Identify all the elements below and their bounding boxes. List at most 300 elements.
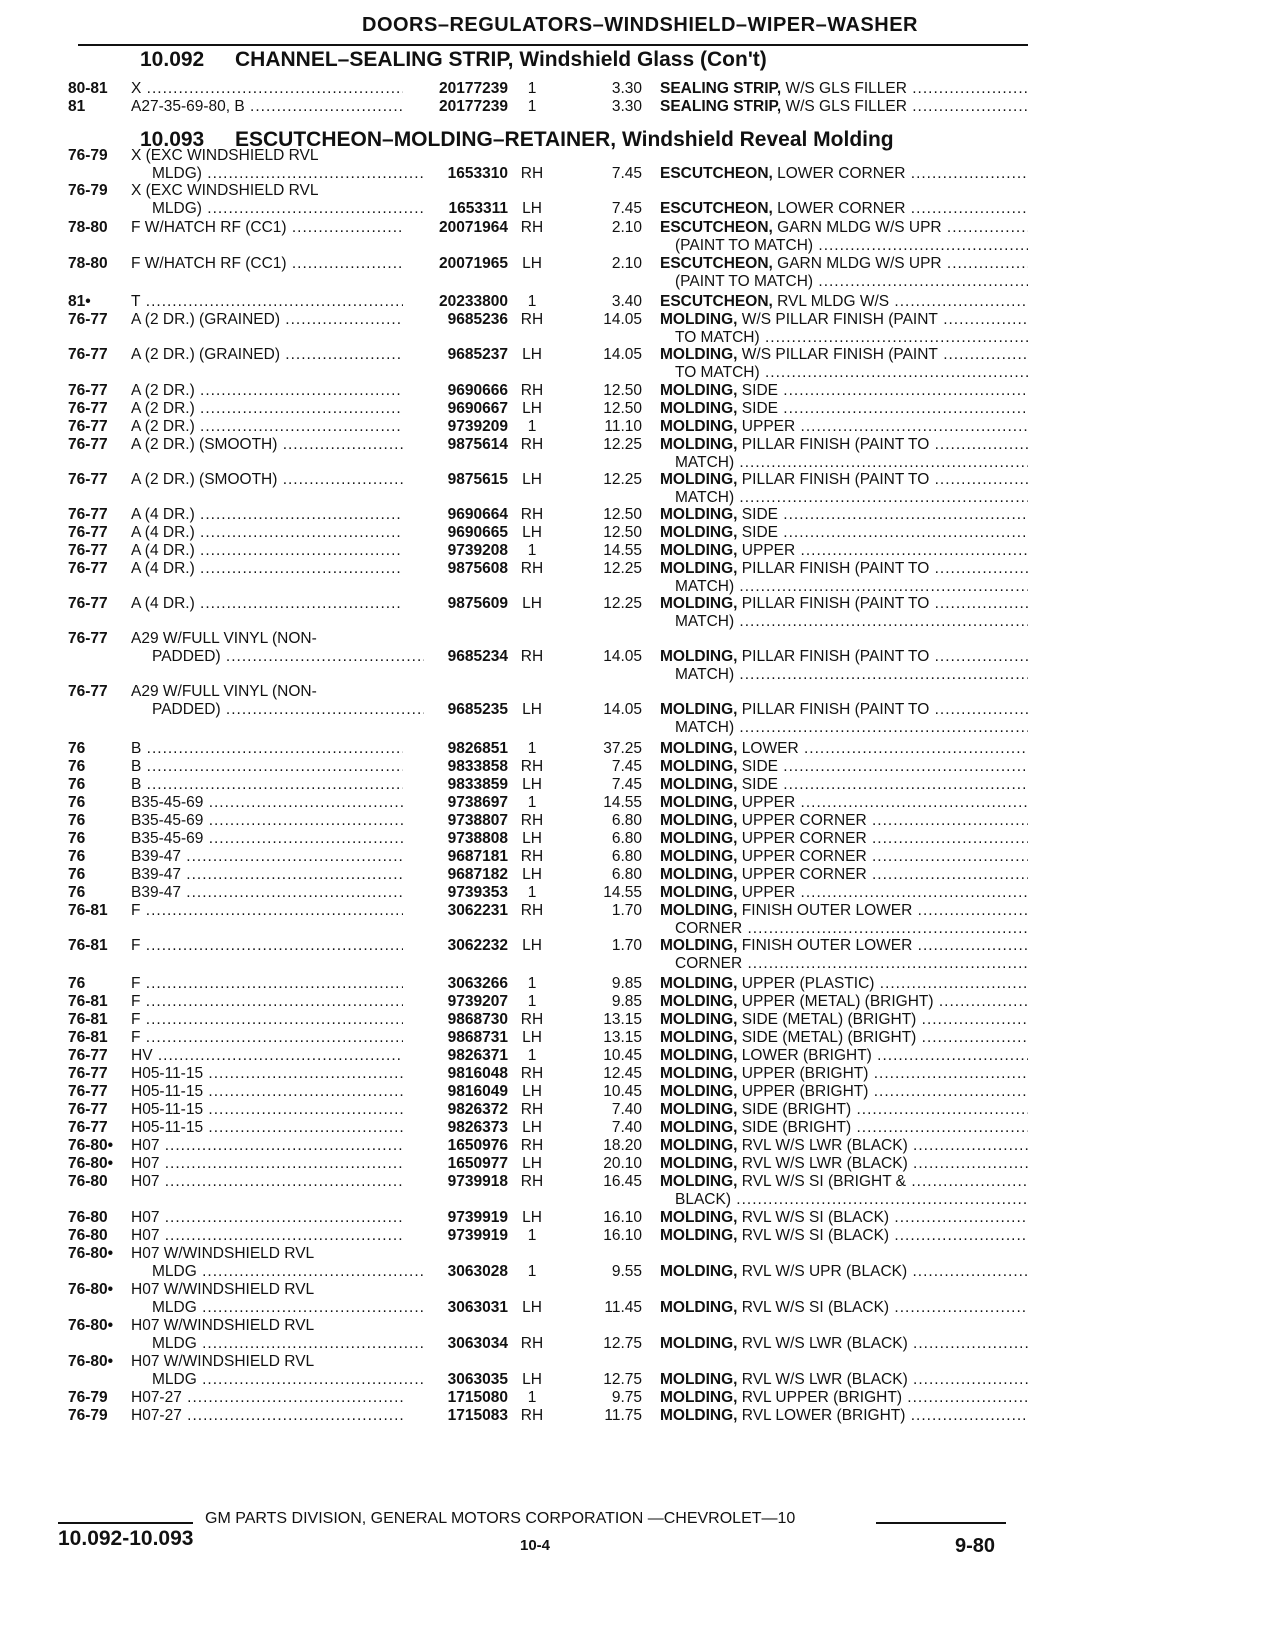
price: 11.75 <box>604 1407 642 1424</box>
model-code: A (4 DR.) ..... <box>131 542 403 560</box>
model-year: 76-77 <box>68 400 108 417</box>
table-row <box>0 255 1280 273</box>
model-code: H05-11-15 ..... <box>131 1101 403 1119</box>
quantity-or-side: 1 <box>527 740 537 757</box>
table-row <box>0 542 1280 560</box>
model-year: 76 <box>68 758 86 775</box>
price: 9.55 <box>611 1263 642 1280</box>
part-description: MOLDING, FINISH OUTER LOWER ..... <box>660 937 1028 955</box>
price: 16.10 <box>603 1209 642 1226</box>
model-code: A (2 DR.) (GRAINED) ..... <box>131 311 403 329</box>
part-description: MOLDING, UPPER (METAL) (BRIGHT) ..... <box>660 993 1028 1011</box>
part-number: 9816048 <box>447 1065 508 1082</box>
part-description-continued: (PAINT TO MATCH) ..... <box>675 237 1028 255</box>
price: 12.50 <box>603 382 642 399</box>
model-year: 76-80• <box>68 1137 114 1154</box>
part-description-continued: CORNER ..... <box>675 920 1028 938</box>
quantity-or-side: RH <box>520 1101 544 1118</box>
table-row <box>0 436 1280 454</box>
model-code: A27-35-69-80, B ..... <box>131 98 403 116</box>
part-description: MOLDING, RVL W/S LWR (BLACK) ..... <box>660 1137 1028 1155</box>
quantity-or-side: RH <box>520 311 544 328</box>
quantity-or-side: RH <box>520 1407 544 1424</box>
model-code: B35-45-69 ..... <box>131 830 403 848</box>
part-description: ESCUTCHEON, LOWER CORNER ..... <box>660 200 1028 218</box>
part-description: MOLDING, UPPER (BRIGHT) ..... <box>660 1083 1028 1101</box>
part-number: 9868731 <box>447 1029 508 1046</box>
quantity-or-side: LH <box>522 400 542 417</box>
table-row <box>0 293 1280 311</box>
table-row-continued-model <box>0 147 1280 165</box>
model-code: HV ..... <box>131 1047 403 1065</box>
price: 6.80 <box>611 830 642 847</box>
table-row <box>0 524 1280 542</box>
model-code: H05-11-15 ..... <box>131 1065 403 1083</box>
model-code: F ..... <box>131 937 403 955</box>
part-description: MOLDING, RVL W/S SI (BLACK) ..... <box>660 1227 1028 1245</box>
model-year: 76-80 <box>68 1227 108 1244</box>
table-row <box>0 975 1280 993</box>
part-number: 1653310 <box>447 165 508 182</box>
price: 12.75 <box>603 1335 642 1352</box>
part-number: 9739919 <box>447 1209 508 1226</box>
part-number: 1650976 <box>447 1137 508 1154</box>
table-row-continued-model <box>0 1245 1280 1263</box>
quantity-or-side: RH <box>520 1065 544 1082</box>
part-number: 1650977 <box>447 1155 508 1172</box>
table-row <box>0 1065 1280 1083</box>
table-row <box>0 740 1280 758</box>
part-number: 20177239 <box>439 98 508 115</box>
footer-section-range: 10.092-10.093 <box>58 1527 194 1550</box>
model-code: H07 W/WINDSHIELD RVL <box>131 1317 315 1334</box>
part-number: 9690667 <box>447 400 508 417</box>
part-number: 9687182 <box>447 866 508 883</box>
model-code: A (4 DR.) ..... <box>131 506 403 524</box>
table-row <box>0 812 1280 830</box>
model-year: 76-81 <box>68 1011 108 1028</box>
model-year: 76-77 <box>68 560 108 577</box>
model-year: 76-77 <box>68 506 108 523</box>
quantity-or-side: LH <box>522 1209 542 1226</box>
part-description: MOLDING, RVL W/S UPR (BLACK) ..... <box>660 1263 1028 1281</box>
part-description: MOLDING, LOWER ..... <box>660 740 1028 758</box>
part-description: MOLDING, PILLAR FINISH (PAINT TO ..... <box>660 436 1028 454</box>
model-code: B35-45-69 ..... <box>131 794 403 812</box>
price: 2.10 <box>611 255 642 272</box>
part-description: MOLDING, UPPER (PLASTIC) ..... <box>660 975 1028 993</box>
part-number: 3062231 <box>447 902 508 919</box>
table-row <box>0 1047 1280 1065</box>
quantity-or-side: 1 <box>527 794 537 811</box>
price: 1.70 <box>611 937 642 954</box>
price: 18.20 <box>603 1137 642 1154</box>
quantity-or-side: LH <box>522 1371 542 1388</box>
part-number: 9739209 <box>447 418 508 435</box>
footer-page-number: 10-4 <box>519 1537 551 1554</box>
part-number: 9685234 <box>447 648 508 665</box>
model-code: A (4 DR.) ..... <box>131 524 403 542</box>
model-code: H07 W/WINDSHIELD RVL <box>131 1245 315 1262</box>
model-code-continued: MLDG ..... <box>152 1263 424 1281</box>
quantity-or-side: RH <box>520 1335 544 1352</box>
model-code-continued: MLDG ..... <box>152 1335 424 1353</box>
model-year: 76-77 <box>68 630 108 647</box>
quantity-or-side: RH <box>520 560 544 577</box>
price: 14.05 <box>603 701 642 718</box>
section-title: CHANNEL–SEALING STRIP, Windshield Glass (Con't) <box>235 48 767 71</box>
model-code: H07 ..... <box>131 1227 403 1245</box>
part-number: 9690664 <box>447 506 508 523</box>
price: 16.45 <box>603 1173 642 1190</box>
model-code: A (4 DR.) ..... <box>131 560 403 578</box>
model-code: A (2 DR.) ..... <box>131 400 403 418</box>
table-row <box>0 219 1280 237</box>
model-year: 76-77 <box>68 683 108 700</box>
part-description-continued: TO MATCH) ..... <box>675 329 1028 347</box>
model-code-continued: PADDED) ..... <box>152 648 424 666</box>
quantity-or-side: 1 <box>527 80 537 97</box>
table-row <box>0 866 1280 884</box>
quantity-or-side: RH <box>520 506 544 523</box>
quantity-or-side: RH <box>520 902 544 919</box>
price: 37.25 <box>603 740 642 757</box>
quantity-or-side: 1 <box>527 1047 537 1064</box>
part-description-continued: BLACK) ..... <box>675 1191 1028 1209</box>
model-year: 76-77 <box>68 418 108 435</box>
part-number: 9690665 <box>447 524 508 541</box>
price: 12.25 <box>603 436 642 453</box>
footer-date-code: 9-80 <box>955 1535 996 1557</box>
model-code: X (EXC WINDSHIELD RVL <box>131 182 319 199</box>
part-description-continued: MATCH) ..... <box>675 613 1028 631</box>
model-code: A (4 DR.) ..... <box>131 595 403 613</box>
table-row <box>0 1137 1280 1155</box>
part-number: 9875609 <box>447 595 508 612</box>
model-year: 76-77 <box>68 595 108 612</box>
part-number: 9816049 <box>447 1083 508 1100</box>
part-number: 9739208 <box>447 542 508 559</box>
table-row <box>0 776 1280 794</box>
model-year: 76-81 <box>68 937 108 954</box>
price: 7.45 <box>611 758 642 775</box>
model-year: 76-79 <box>68 1389 108 1406</box>
quantity-or-side: LH <box>522 200 542 217</box>
quantity-or-side: LH <box>522 776 542 793</box>
model-year: 76-80• <box>68 1317 114 1334</box>
model-year: 78-80 <box>68 255 108 272</box>
table-row <box>0 830 1280 848</box>
quantity-or-side: 1 <box>527 884 537 901</box>
table-row <box>0 1101 1280 1119</box>
table-row-continued-model <box>0 683 1280 701</box>
table-row <box>0 1011 1280 1029</box>
part-description: MOLDING, UPPER ..... <box>660 794 1028 812</box>
price: 7.40 <box>611 1101 642 1118</box>
model-year: 81• <box>68 293 91 310</box>
part-number: 9738697 <box>447 794 508 811</box>
model-year: 76 <box>68 740 86 757</box>
price: 1.70 <box>611 902 642 919</box>
quantity-or-side: LH <box>522 1029 542 1046</box>
part-description: MOLDING, FINISH OUTER LOWER ..... <box>660 902 1028 920</box>
model-year: 76-77 <box>68 1065 108 1082</box>
model-year: 76-77 <box>68 471 108 488</box>
part-number: 9685236 <box>447 311 508 328</box>
part-description-continued: MATCH) ..... <box>675 666 1028 684</box>
model-year: 76-80• <box>68 1281 114 1298</box>
part-number: 20071964 <box>439 219 508 236</box>
model-code: X (EXC WINDSHIELD RVL <box>131 147 319 164</box>
part-description: MOLDING, SIDE (METAL) (BRIGHT) ..... <box>660 1029 1028 1047</box>
quantity-or-side: 1 <box>527 1227 537 1244</box>
part-description-continued: MATCH) ..... <box>675 578 1028 596</box>
model-year: 76-77 <box>68 1083 108 1100</box>
model-code: B35-45-69 ..... <box>131 812 403 830</box>
model-year: 76-80• <box>68 1245 114 1262</box>
table-row <box>0 595 1280 613</box>
model-year: 76-77 <box>68 524 108 541</box>
table-row <box>0 98 1280 116</box>
quantity-or-side: 1 <box>527 418 537 435</box>
model-year: 76-77 <box>68 382 108 399</box>
part-description: MOLDING, UPPER (BRIGHT) ..... <box>660 1065 1028 1083</box>
price: 12.50 <box>603 506 642 523</box>
price: 9.75 <box>611 1389 642 1406</box>
price: 3.30 <box>611 80 642 97</box>
part-number: 9833858 <box>447 758 508 775</box>
price: 6.80 <box>611 848 642 865</box>
price: 12.25 <box>603 560 642 577</box>
price: 14.55 <box>603 794 642 811</box>
model-code: H07 ..... <box>131 1209 403 1227</box>
model-code: F W/HATCH RF (CC1) ..... <box>131 219 403 237</box>
quantity-or-side: RH <box>520 165 544 182</box>
part-description: MOLDING, UPPER ..... <box>660 418 1028 436</box>
quantity-or-side: LH <box>522 1119 542 1136</box>
model-code: F ..... <box>131 1029 403 1047</box>
table-row <box>0 1155 1280 1173</box>
table-row <box>0 794 1280 812</box>
part-number: 20177239 <box>439 80 508 97</box>
part-description: MOLDING, SIDE ..... <box>660 400 1028 418</box>
model-code: T ..... <box>131 293 403 311</box>
model-year: 76-77 <box>68 311 108 328</box>
table-row <box>0 884 1280 902</box>
footer-rule-right <box>876 1522 1006 1524</box>
part-number: 9690666 <box>447 382 508 399</box>
table-row <box>0 701 1280 719</box>
model-code-continued: MLDG) ..... <box>152 200 424 218</box>
price: 9.85 <box>611 975 642 992</box>
price: 16.10 <box>603 1227 642 1244</box>
table-row <box>0 506 1280 524</box>
model-code: F W/HATCH RF (CC1) ..... <box>131 255 403 273</box>
table-row-continued-model <box>0 182 1280 200</box>
part-description: MOLDING, RVL W/S LWR (BLACK) ..... <box>660 1371 1028 1389</box>
quantity-or-side: LH <box>522 1083 542 1100</box>
price: 12.25 <box>603 595 642 612</box>
model-code: H07 ..... <box>131 1155 403 1173</box>
price: 7.40 <box>611 1119 642 1136</box>
model-code-continued: PADDED) ..... <box>152 701 424 719</box>
model-year: 76-81 <box>68 902 108 919</box>
model-code-continued: MLDG) ..... <box>152 165 424 183</box>
price: 12.45 <box>603 1065 642 1082</box>
part-number: 9739919 <box>447 1227 508 1244</box>
part-number: 3063028 <box>447 1263 508 1280</box>
part-description: MOLDING, SIDE (METAL) (BRIGHT) ..... <box>660 1011 1028 1029</box>
model-year: 76 <box>68 866 86 883</box>
part-description: MOLDING, UPPER CORNER ..... <box>660 812 1028 830</box>
quantity-or-side: RH <box>520 219 544 236</box>
model-year: 76-79 <box>68 182 108 199</box>
model-code: B ..... <box>131 758 403 776</box>
part-number: 9739918 <box>447 1173 508 1190</box>
model-year: 81 <box>68 98 86 115</box>
price: 12.75 <box>603 1371 642 1388</box>
table-row <box>0 418 1280 436</box>
model-code: B ..... <box>131 776 403 794</box>
table-row <box>0 1263 1280 1281</box>
part-description: ESCUTCHEON, GARN MLDG W/S UPR ..... <box>660 219 1028 237</box>
table-row <box>0 848 1280 866</box>
model-code: H07 W/WINDSHIELD RVL <box>131 1281 315 1298</box>
table-row <box>0 993 1280 1011</box>
part-description: MOLDING, UPPER CORNER ..... <box>660 830 1028 848</box>
model-code: B ..... <box>131 740 403 758</box>
model-year: 76-77 <box>68 436 108 453</box>
price: 6.80 <box>611 812 642 829</box>
part-number: 20233800 <box>439 293 508 310</box>
part-description: SEALING STRIP, W/S GLS FILLER ..... <box>660 80 1028 98</box>
model-code: B39-47 ..... <box>131 866 403 884</box>
part-number: 9738807 <box>447 812 508 829</box>
model-year: 76 <box>68 776 86 793</box>
price: 7.45 <box>611 776 642 793</box>
part-number: 1653311 <box>448 200 508 217</box>
part-number: 9826371 <box>447 1047 508 1064</box>
model-code: H07 W/WINDSHIELD RVL <box>131 1353 315 1370</box>
price: 20.10 <box>603 1155 642 1172</box>
table-row <box>0 937 1280 955</box>
model-code: H07 ..... <box>131 1137 403 1155</box>
model-year: 76-77 <box>68 346 108 363</box>
part-description-continued: MATCH) ..... <box>675 489 1028 507</box>
part-number: 9826373 <box>447 1119 508 1136</box>
model-year: 76-77 <box>68 542 108 559</box>
model-year: 76 <box>68 812 86 829</box>
part-number: 9687181 <box>447 848 508 865</box>
quantity-or-side: LH <box>522 830 542 847</box>
part-description: MOLDING, RVL LOWER (BRIGHT) ..... <box>660 1407 1028 1425</box>
part-number: 20071965 <box>439 255 508 272</box>
model-code-continued: MLDG ..... <box>152 1371 424 1389</box>
table-row <box>0 311 1280 329</box>
quantity-or-side: RH <box>520 848 544 865</box>
price: 14.55 <box>603 542 642 559</box>
footer-publisher: GM PARTS DIVISION, GENERAL MOTORS CORPORATION —CHEVROLET—10 <box>205 1510 796 1527</box>
model-year: 76-80• <box>68 1353 114 1370</box>
table-row-continued-model <box>0 630 1280 648</box>
part-description: MOLDING, SIDE (BRIGHT) ..... <box>660 1119 1028 1137</box>
part-description: MOLDING, SIDE ..... <box>660 524 1028 542</box>
model-year: 76-77 <box>68 1047 108 1064</box>
model-code: A (2 DR.) ..... <box>131 418 403 436</box>
price: 10.45 <box>603 1083 642 1100</box>
price: 14.55 <box>603 884 642 901</box>
table-row <box>0 1389 1280 1407</box>
part-number: 3063031 <box>447 1299 508 1316</box>
quantity-or-side: LH <box>522 524 542 541</box>
model-code: H07 ..... <box>131 1173 403 1191</box>
part-number: 3063034 <box>447 1335 508 1352</box>
part-number: 9739207 <box>447 993 508 1010</box>
table-row-continued-model <box>0 1317 1280 1335</box>
quantity-or-side: RH <box>520 758 544 775</box>
model-year: 76-79 <box>68 147 108 164</box>
part-description: ESCUTCHEON, GARN MLDG W/S UPR ..... <box>660 255 1028 273</box>
model-year: 76-80 <box>68 1209 108 1226</box>
table-row <box>0 165 1280 183</box>
model-code: A (2 DR.) ..... <box>131 382 403 400</box>
part-description: MOLDING, SIDE ..... <box>660 382 1028 400</box>
quantity-or-side: LH <box>522 1155 542 1172</box>
quantity-or-side: RH <box>520 1137 544 1154</box>
part-description: ESCUTCHEON, RVL MLDG W/S ..... <box>660 293 1028 311</box>
part-description: ESCUTCHEON, LOWER CORNER ..... <box>660 165 1028 183</box>
footer-rule-left <box>58 1522 193 1524</box>
part-description: MOLDING, SIDE ..... <box>660 758 1028 776</box>
section-number: 10.092 <box>140 48 205 71</box>
model-year: 76-77 <box>68 1119 108 1136</box>
part-number: 9875614 <box>447 436 508 453</box>
price: 13.15 <box>603 1029 642 1046</box>
table-row <box>0 1371 1280 1389</box>
quantity-or-side: LH <box>522 937 542 954</box>
table-row <box>0 1083 1280 1101</box>
part-description: MOLDING, W/S PILLAR FINISH (PAINT ..... <box>660 346 1028 364</box>
part-number: 3062232 <box>447 937 508 954</box>
price: 10.45 <box>603 1047 642 1064</box>
table-row <box>0 902 1280 920</box>
part-description: MOLDING, RVL W/S SI (BLACK) ..... <box>660 1299 1028 1317</box>
model-year: 76 <box>68 884 86 901</box>
quantity-or-side: 1 <box>527 1389 537 1406</box>
model-year: 76-81 <box>68 1029 108 1046</box>
quantity-or-side: LH <box>522 346 542 363</box>
page-header-title: DOORS–REGULATORS–WINDSHIELD–WIPER–WASHER <box>362 14 918 36</box>
table-row <box>0 648 1280 666</box>
table-row <box>0 471 1280 489</box>
part-description: MOLDING, SIDE ..... <box>660 506 1028 524</box>
part-description: MOLDING, UPPER CORNER ..... <box>660 848 1028 866</box>
part-description: MOLDING, UPPER ..... <box>660 542 1028 560</box>
part-description: MOLDING, PILLAR FINISH (PAINT TO ..... <box>660 701 1028 719</box>
part-number: 9826851 <box>447 740 508 757</box>
quantity-or-side: RH <box>520 1011 544 1028</box>
table-row <box>0 1407 1280 1425</box>
part-description-continued: MATCH) ..... <box>675 719 1028 737</box>
quantity-or-side: 1 <box>527 1263 537 1280</box>
model-code: H05-11-15 ..... <box>131 1119 403 1137</box>
part-description: MOLDING, RVL W/S LWR (BLACK) ..... <box>660 1155 1028 1173</box>
table-row <box>0 758 1280 776</box>
quantity-or-side: 1 <box>527 975 537 992</box>
part-description: MOLDING, PILLAR FINISH (PAINT TO ..... <box>660 560 1028 578</box>
model-code: A (2 DR.) (SMOOTH) ..... <box>131 436 403 454</box>
price: 12.50 <box>603 524 642 541</box>
